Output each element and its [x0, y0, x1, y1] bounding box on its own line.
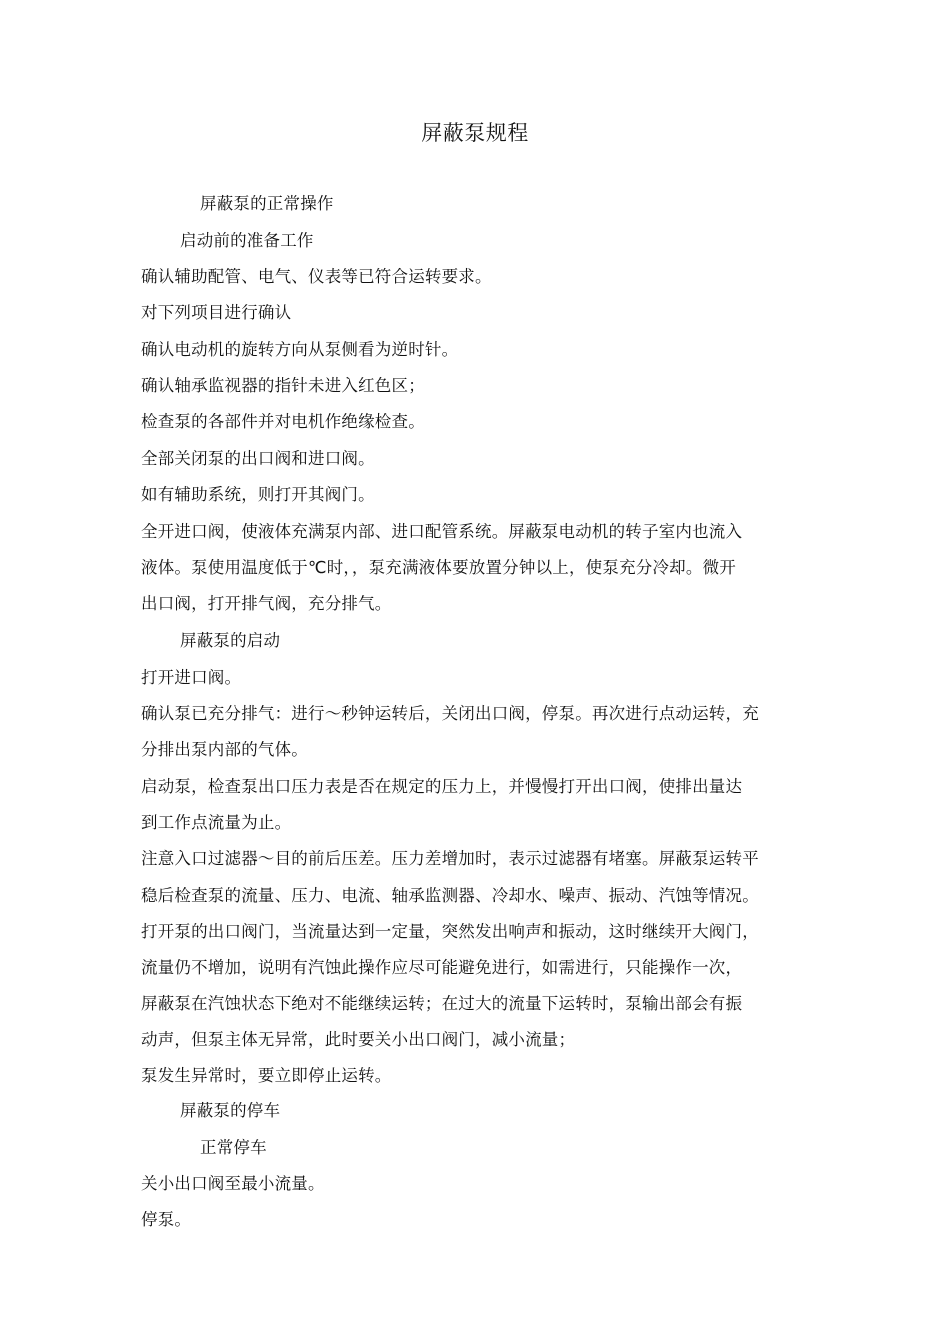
paragraph-line: 注意入口过滤器～目的前后压差。压力差增加时，表示过滤器有堵塞。屏蔽泵运转平 — [141, 849, 759, 868]
paragraph-line: 流量仍不增加，说明有汽蚀此操作应尽可能避免进行，如需进行，只能操作一次， — [141, 958, 743, 977]
subsection-heading-pre-start-preparation: 启动前的准备工作 — [180, 231, 314, 250]
paragraph-line: 全开进口阀，使液体充满泵内部、进口配管系统。屏蔽泵电动机的转子室内也流入 — [141, 522, 743, 541]
paragraph-line: 确认轴承监视器的指针未进入红色区； — [141, 376, 425, 395]
paragraph-line: 分排出泵内部的气体。 — [141, 740, 308, 759]
paragraph-line: 打开泵的出口阀门，当流量达到一定量，突然发出响声和振动，这时继续开大阀门， — [141, 922, 759, 941]
paragraph-line: 泵发生异常时，要立即停止运转。 — [141, 1066, 392, 1085]
paragraph-line: 到工作点流量为止。 — [141, 813, 292, 832]
paragraph-line: 液体。泵使用温度低于℃时，，泵充满液体要放置分钟以上，使泵充分冷却。微开 — [141, 558, 736, 577]
paragraph-line: 动声，但泵主体无异常，此时要关小出口阀门，减小流量； — [141, 1030, 576, 1049]
paragraph-line: 全部关闭泵的出口阀和进口阀。 — [141, 449, 375, 468]
subsection-heading-pump-start: 屏蔽泵的启动 — [180, 631, 281, 650]
paragraph-line: 稳后检查泵的流量、压力、电流、轴承监测器、冷却水、噪声、振动、汽蚀等情况。 — [141, 886, 759, 905]
paragraph-line: 对下列项目进行确认 — [141, 303, 292, 322]
paragraph-line: 确认泵已充分排气：进行～秒钟运转后，关闭出口阀，停泵。再次进行点动运转，充 — [141, 704, 759, 723]
section-heading-normal-operation: 屏蔽泵的正常操作 — [200, 194, 334, 213]
document-title: 屏蔽泵规程 — [421, 121, 529, 145]
paragraph-line: 出口阀，打开排气阀，充分排气。 — [141, 594, 392, 613]
paragraph-line: 打开进口阀。 — [141, 668, 242, 687]
paragraph-line: 启动泵，检查泵出口压力表是否在规定的压力上，并慢慢打开出口阀，使排出量达 — [141, 777, 743, 796]
subsection-heading-pump-shutdown: 屏蔽泵的停车 — [180, 1101, 281, 1120]
paragraph-line: 确认辅助配管、电气、仪表等已符合运转要求。 — [141, 267, 492, 286]
paragraph-line: 关小出口阀至最小流量。 — [141, 1174, 325, 1193]
subsection-heading-normal-shutdown: 正常停车 — [200, 1138, 267, 1157]
paragraph-line: 如有辅助系统，则打开其阀门。 — [141, 485, 375, 504]
paragraph-line: 屏蔽泵在汽蚀状态下绝对不能继续运转；在过大的流量下运转时，泵输出部会有振 — [141, 994, 743, 1013]
paragraph-line: 停泵。 — [141, 1210, 192, 1229]
paragraph-line: 确认电动机的旋转方向从泵侧看为逆时针。 — [141, 340, 459, 359]
paragraph-line: 检查泵的各部件并对电机作绝缘检查。 — [141, 412, 425, 431]
